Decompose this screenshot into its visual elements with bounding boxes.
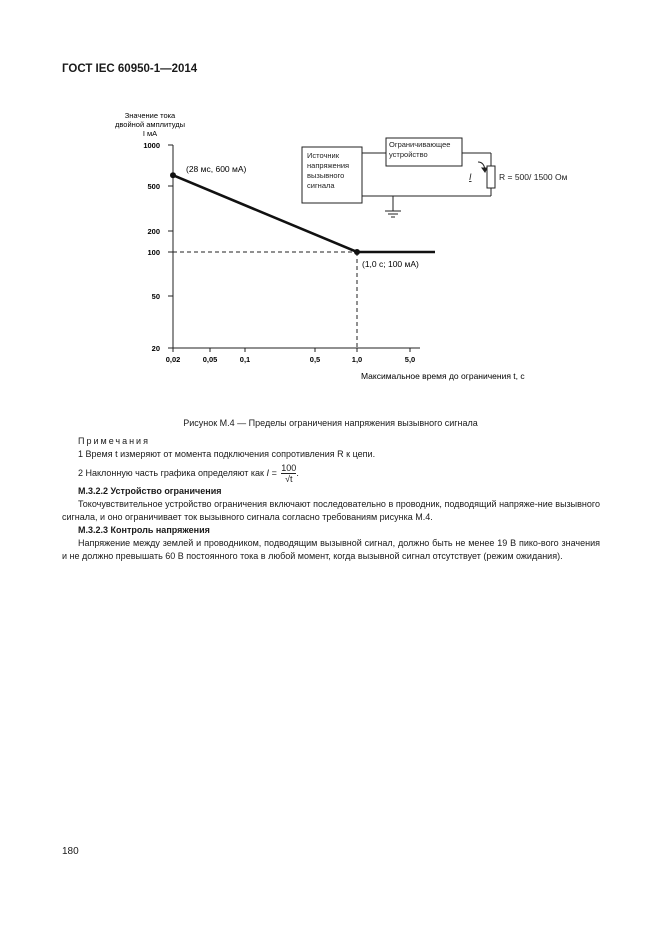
- page-number: 180: [62, 846, 79, 857]
- current-label: I: [469, 172, 472, 182]
- source-label: напряжения: [307, 161, 350, 170]
- y-label-line: Значение тока: [124, 111, 176, 120]
- y-tick-label: 500: [147, 182, 160, 191]
- notes-heading: Примечания: [78, 436, 150, 446]
- note-2: 2 Наклонную часть графика определяют как I = $\frac{100}{√t}$ .: [78, 463, 299, 484]
- y-tick-label: 200: [147, 227, 160, 236]
- data-point: [354, 249, 360, 255]
- formula-fraction: $\frac{100}{√t}$: [281, 463, 297, 484]
- annotation-end: (1,0 с; 100 мА): [362, 259, 419, 269]
- guides: [173, 252, 357, 348]
- x-tick-label: 0,1: [239, 355, 251, 364]
- x-tick-label: 0,05: [202, 355, 218, 364]
- section-text: Напряжение между землей и проводником, подводящим вызывной сигнал, должно быть не менее 19 В пико-вого значения и не должно превышать 60 В постоянного тока в любой момент, когда вызывной сигнал отсутствует (режим ожидания).: [62, 538, 600, 561]
- x-tick-label: 0,02: [165, 355, 181, 364]
- y-ticks: [143, 141, 173, 353]
- x-tick-label: 5,0: [404, 355, 416, 364]
- x-tick-label: 1,0: [351, 355, 363, 364]
- y-tick-label: 50: [151, 292, 160, 301]
- y-label-line: двойной амплитуды: [115, 120, 185, 129]
- resistor-label: R = 500/ 1500 Ом: [499, 172, 568, 182]
- source-label: сигнала: [307, 181, 335, 190]
- limiter-label: устройство: [389, 150, 428, 159]
- note-1: 1 Время t измеряют от момента подключения сопротивления R к цепи.: [78, 449, 376, 459]
- axes: [173, 145, 420, 348]
- y-tick-label: 100: [147, 248, 160, 257]
- limiter-label: Ограничивающее: [389, 140, 451, 149]
- section-text: Токочувствительное устройство ограничения включают последовательно в проводник, подводящий напряже-ние вызывного сигнала, и оно ограничивает ток вызывного сигнала согласно требованиям рисунка М.4.: [62, 499, 600, 522]
- document-header: ГОСТ IEC 60950-1—2014: [62, 63, 198, 75]
- notes: [78, 435, 608, 484]
- y-label-line: I мА: [142, 129, 158, 138]
- sections: [62, 485, 600, 563]
- figure-m4: [0, 0, 661, 410]
- y-tick-label: 20: [151, 344, 160, 353]
- y-axis-label: [115, 111, 185, 138]
- source-label: вызывного: [307, 171, 345, 180]
- figure-caption: Рисунок М.4 — Пределы ограничения напряжения вызывного сигнала: [183, 418, 478, 428]
- formula-lhs: I =: [266, 467, 277, 478]
- section-heading: М.3.2.3 Контроль напряжения: [78, 525, 210, 535]
- annotation-start: (28 мс, 600 мА): [186, 164, 247, 174]
- resistor: [487, 166, 495, 188]
- y-tick-label: 1000: [143, 141, 160, 150]
- data-point: [170, 172, 176, 178]
- x-axis-label: Максимальное время до ограничения t, с: [361, 371, 525, 381]
- x-ticks: [166, 348, 416, 364]
- section-heading: М.3.2.2 Устройство ограничения: [78, 486, 222, 496]
- source-label: Источник: [307, 151, 340, 160]
- x-tick-label: 0,5: [309, 355, 321, 364]
